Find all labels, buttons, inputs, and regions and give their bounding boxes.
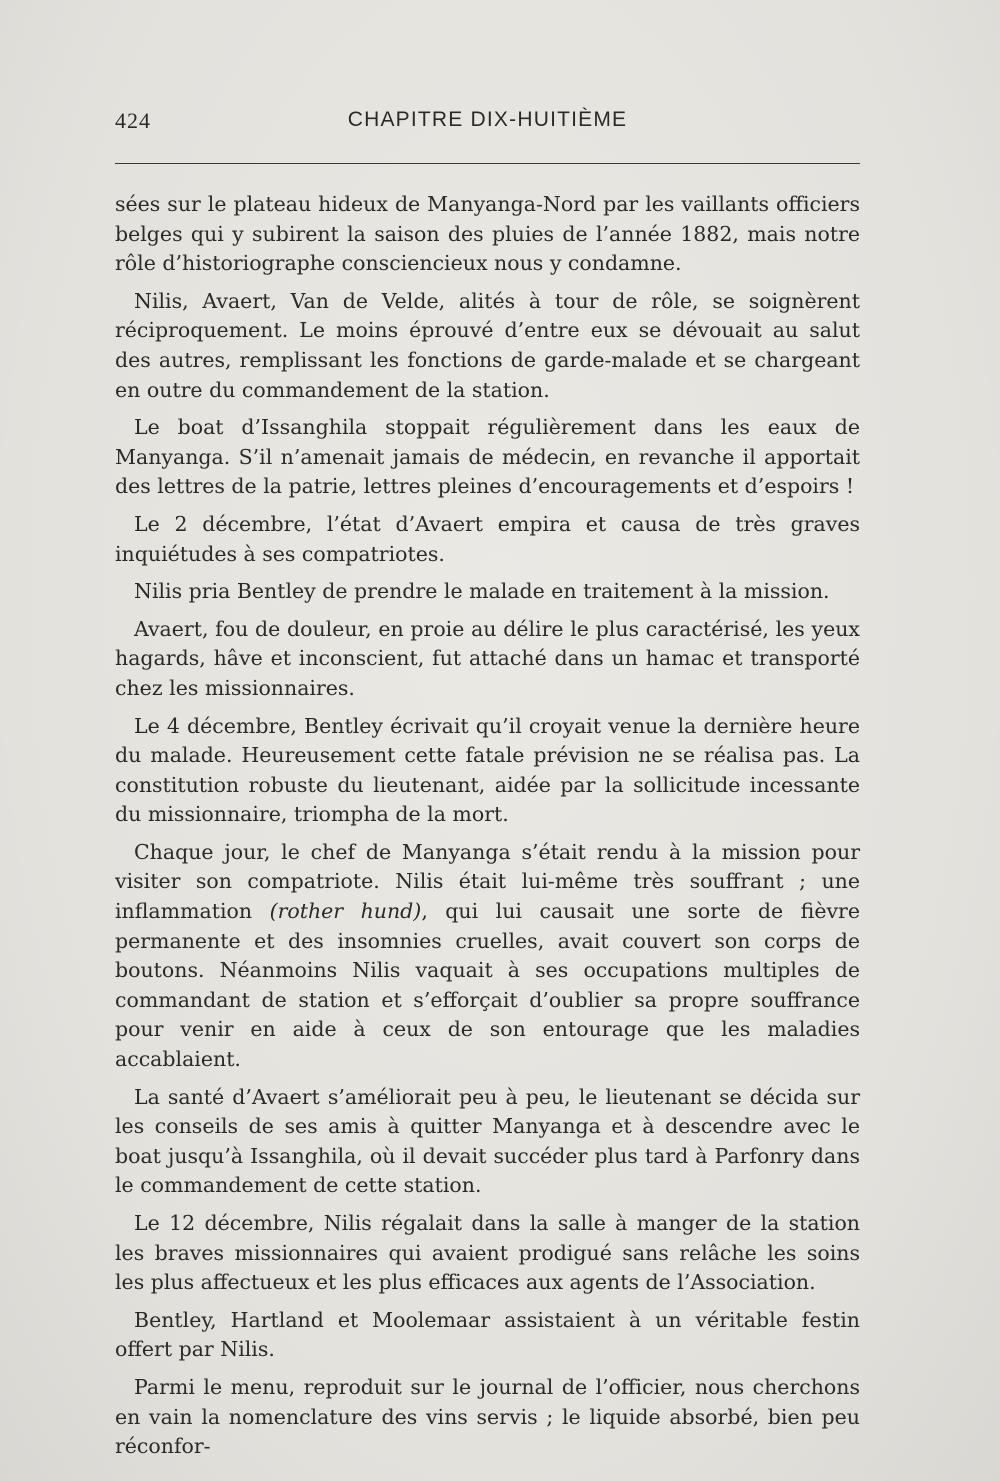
paragraph-text: Chaque jour, le chef de Manyanga s’était rendu à la mission pour visiter son compatriote. Nilis était lui-même très souffrant ; une inflammation: [115, 839, 860, 924]
paragraph: Nilis pria Bentley de prendre le malade en traitement à la mission.: [134, 579, 830, 604]
paragraph: Le 4 décembre, Bentley écrivait qu’il croyait venue la dernière heure du malade. Heureusement cette fatale prévision ne se réalisa pas. La constitution robuste du lieutenant, aidée par la sollicitude incessante du missionnaire, triompha de la mort.: [115, 713, 860, 827]
body-text: [115, 190, 860, 1470]
paragraph: Avaert, fou de douleur, en proie au délire le plus caractérisé, les yeux hagards, hâve et inconscient, fut attaché dans un hamac et transporté chez les missionnaires.: [115, 616, 860, 700]
paragraph: [115, 838, 860, 1075]
paragraph: Parmi le menu, reproduit sur le journal de l’officier, nous cherchons en vain la nomenclature des vins servis ; le liquide absorbé, bien peu réconfor-: [115, 1374, 860, 1459]
paragraph: Le 12 décembre, Nilis régalait dans la salle à manger de la station les braves missionnaires qui avaient prodigué sans relâche les soins les plus affectueux et les plus efficaces aux agents de l’Association.: [115, 1211, 860, 1295]
running-title: CHAPITRE DIX-HUITIÈME: [347, 108, 628, 131]
paragraph: Bentley, Hartland et Moolemaar assistaient à un véritable festin offert par Nilis.: [115, 1307, 860, 1362]
paragraph: Nilis, Avaert, Van de Velde, alités à tour de rôle, se soignèrent réciproquement. Le moins éprouvé d’entre eux se dévouait au salut des autres, remplissant les fonctions de garde-malade et se chargeant en outre du commandement de la station.: [115, 288, 860, 402]
paragraph: Le 2 décembre, l’état d’Avaert empira et causa de très graves inquiétudes à ses compatriotes.: [115, 511, 860, 566]
page-number: 424: [115, 108, 151, 133]
header-rule: [115, 163, 860, 164]
paragraph: Le boat d’Issanghila stoppait régulièrement dans les eaux de Manyanga. S’il n’amenait jamais de médecin, en revanche il apportait des lettres de la patrie, lettres pleines d’encouragements et d’espoirs !: [115, 415, 860, 499]
paragraph: La santé d’Avaert s’améliorait peu à peu, le lieutenant se décida sur les conseils de ses amis à quitter Manyanga et à descendre avec le boat jusqu’à Issanghila, où il devait succéder plus tard à Parfonry dans le commandement de cette station.: [115, 1084, 860, 1198]
page-header: [115, 104, 860, 138]
paragraph-text: , qui lui causait une sorte de fièvre permanente et des insomnies cruelles, avait couvert son corps de boutons. Néanmoins Nilis vaquait à ses occupations multiples de commandant de station et s’efforçait d’oublier sa propre souffrance pour venir en aide à ceux de son entourage que les maladies accablaient.: [115, 899, 860, 1072]
paragraph: sées sur le plateau hideux de Manyanga-Nord par les vaillants officiers belges qui y subirent la saison des pluies de l’année 1882, mais notre rôle d’historiographe consciencieux nous y condamne.: [115, 192, 860, 276]
italic-term: (rother hund): [269, 899, 422, 924]
